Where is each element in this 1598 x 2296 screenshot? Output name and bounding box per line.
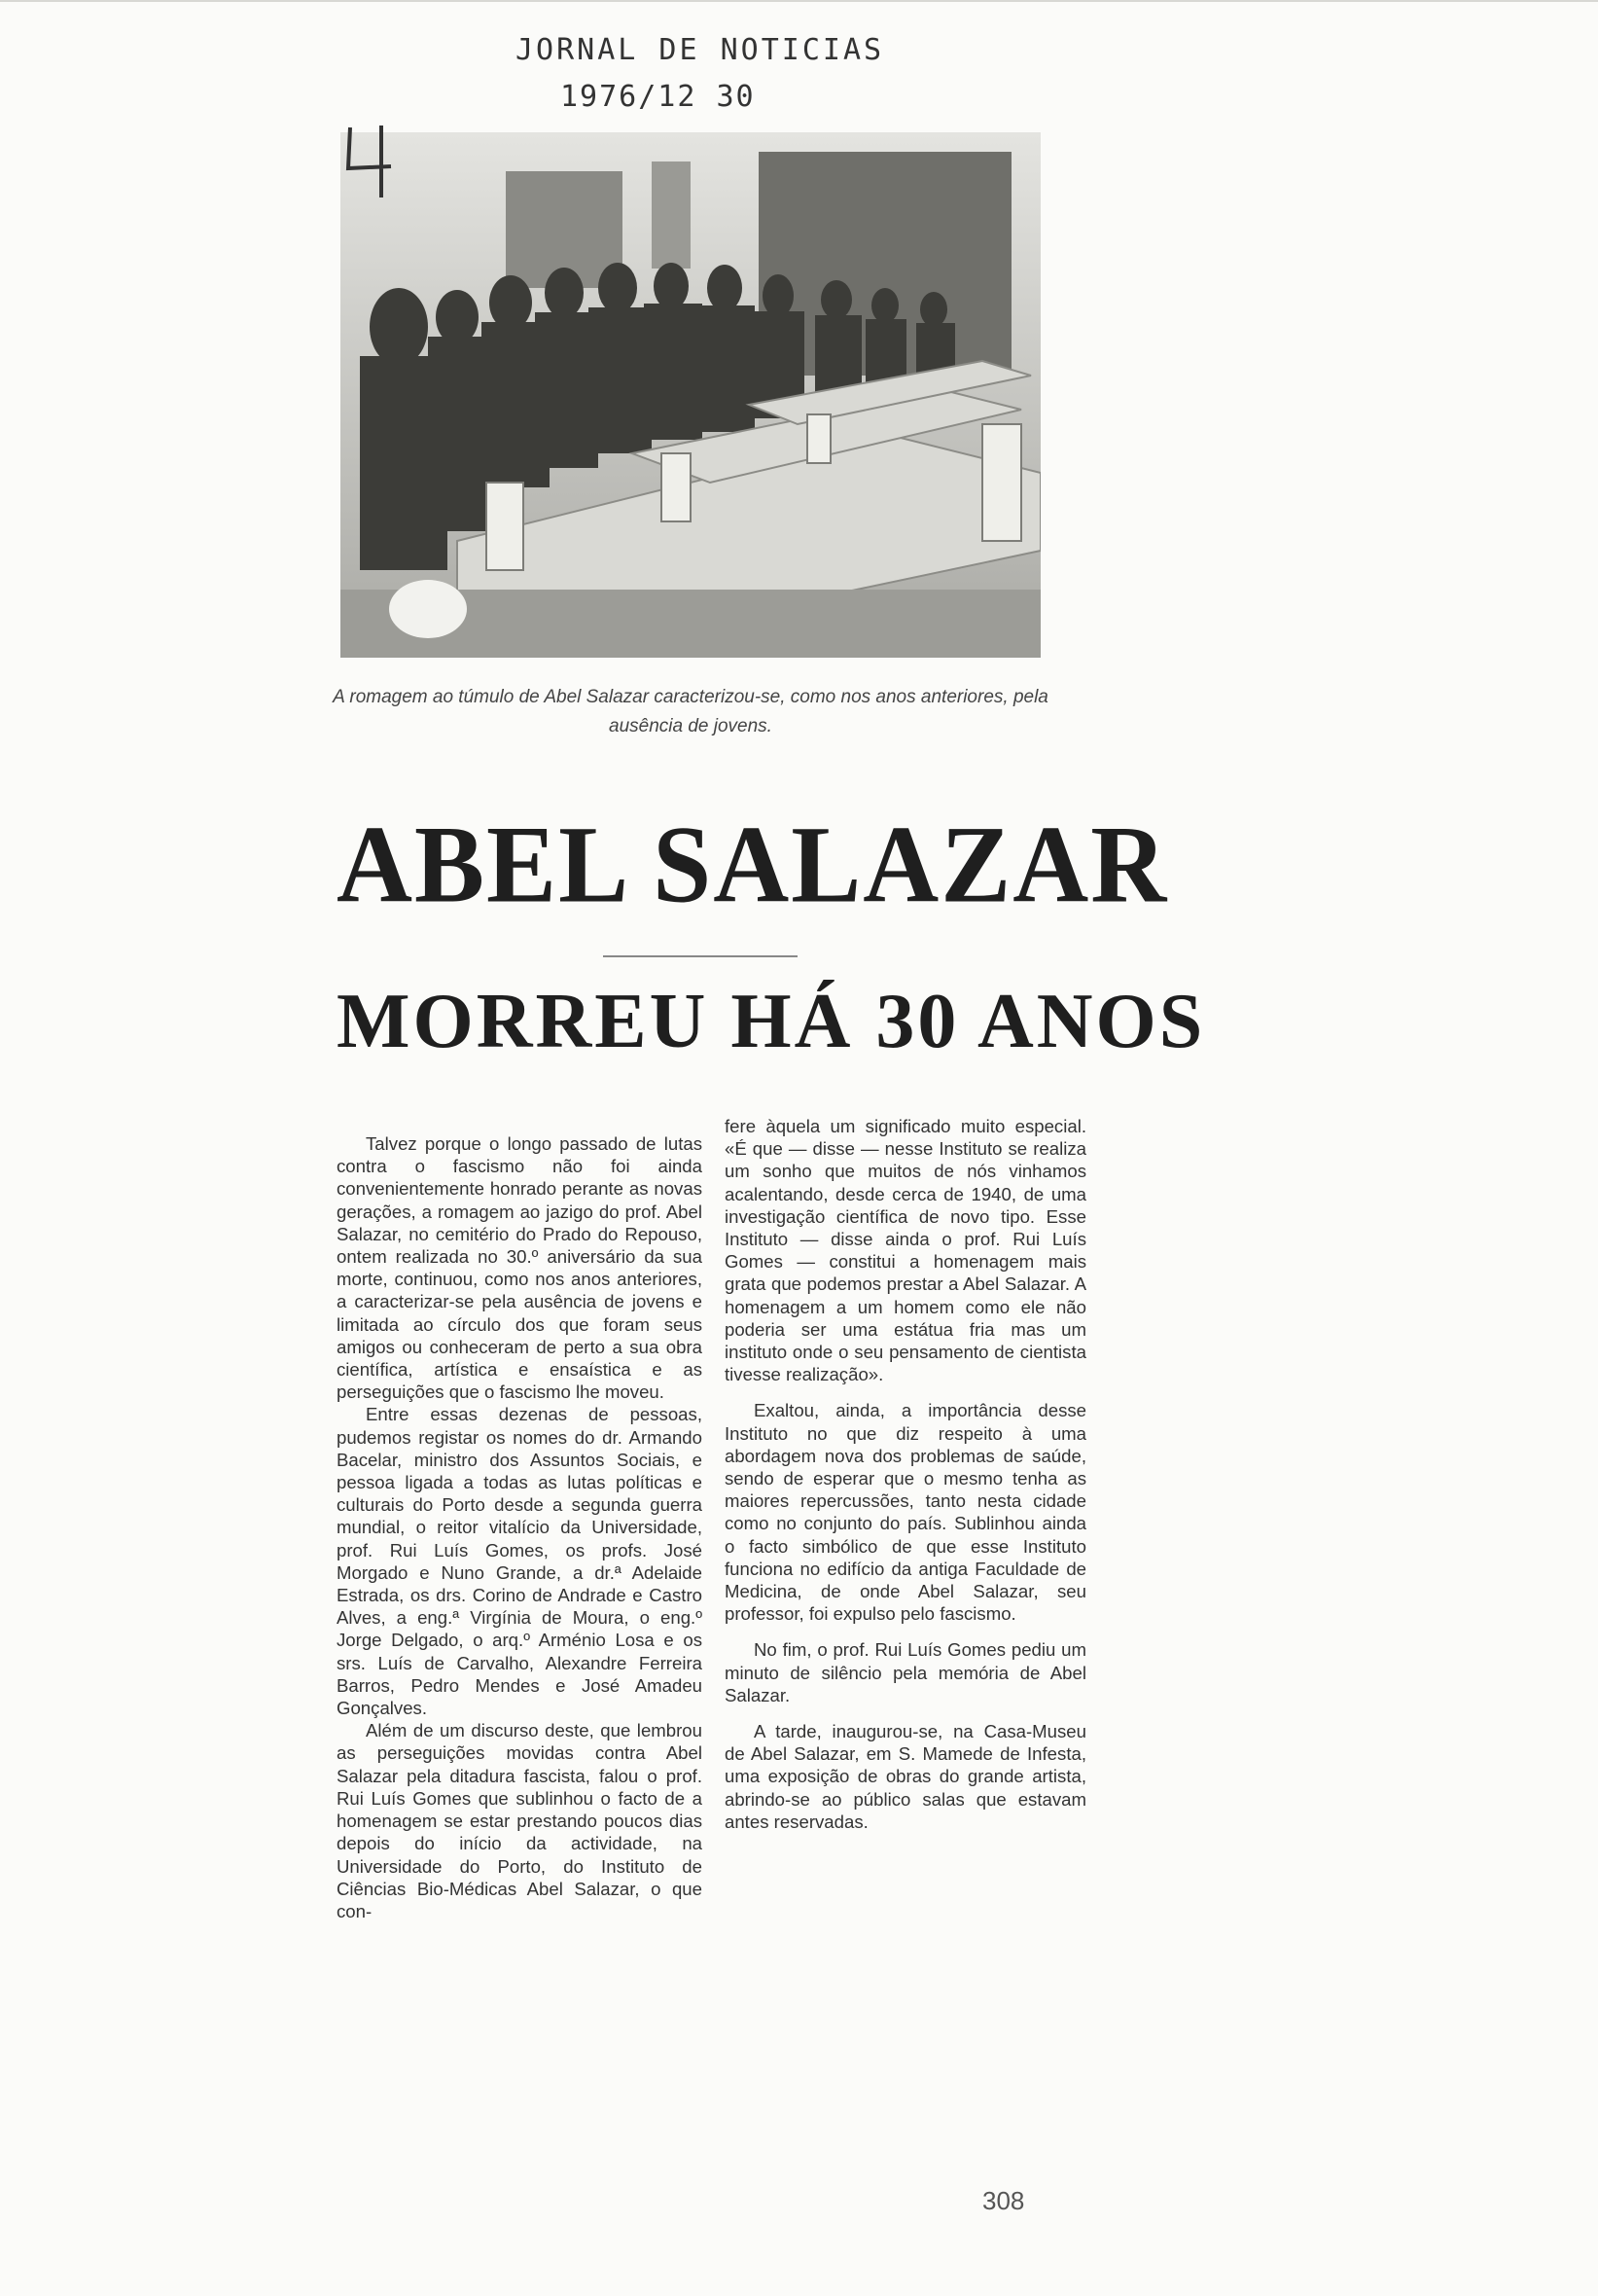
article-paragraph: Exaltou, ainda, a importância desse Instituto no que diz respeito à uma abordagem nova dos problemas de saúde, sendo de esperar que o mesmo tenha as maiores repercussões, tanto nesta cidade como no conjunto do país. Sublinhou ainda o facto simbólico de que esse Instituto funciona no edifício da antiga Faculdade de Medicina, de onde Abel Salazar, seu professor, foi expulso pelo fascismo. xyxy=(725,1400,1086,1625)
article-paragraph: No fim, o prof. Rui Luís Gomes pediu um minuto de silêncio pela memória de Abel Salazar. xyxy=(725,1639,1086,1705)
photo-icon xyxy=(340,132,1041,658)
headline-title: ABEL SALAZAR xyxy=(337,804,1169,926)
headline-subtitle: MORREU HÁ 30 ANOS xyxy=(337,979,1206,1064)
article-paragraph: A tarde, inaugurou-se, na Casa-Museu de Abel Salazar, em S. Mamede de Infesta, uma exposição de obras do grande artista, abrindo-se ao público salas que estavam antes reservadas. xyxy=(725,1721,1086,1832)
handwritten-number-mark xyxy=(342,122,401,199)
article-column-right xyxy=(725,1115,1086,1833)
article-paragraph: Entre essas dezenas de pessoas, pudemos registar os nomes do dr. Armando Bacelar, ministro dos Assuntos Sociais, e pessoa ligada a todas as lutas políticas e culturais do Porto desde a segunda guerra mundial, o reitor vitalício da Universidade, prof. Rui Luís Gomes, os profs. José Morgado e Nuno Grande, a dr.ª Adelaide Estrada, os drs. Corino de Andrade e Castro Alves, a eng.ª Virgínia de Moura, o eng.º Jorge Delgado, o arq.º Arménio Losa e os srs. Luís de Carvalho, Alexandre Ferreira Barros, Pedro Mendes e José Amadeu Gonçalves. xyxy=(337,1404,702,1719)
article-paragraph: fere àquela um significado muito especial. «É que — disse — nesse Instituto se realiza um sonho que muitos de nós vinhamos acalentando, desde cerca de 1940, de uma investigação científica de novo tipo. Esse Instituto — disse ainda o prof. Rui Luís Gomes — constitui a homenagem mais grata que podemos prestar a Abel Salazar. A homenagem a um homem como ele não poderia ser uma estátua fria mas um instituto onde o seu pensamento de cientista tivesse realização». xyxy=(725,1116,1086,1385)
article-paragraph: Talvez porque o longo passado de lutas contra o fascismo não foi ainda convenientemente honrado perante as novas gerações, a romagem ao jazigo do prof. Abel Salazar, no cemitério do Prado do Repouso, ontem realizada no 30.º aniversário da sua morte, continuou, como nos anos anteriores, a caracterizar-se pela ausência de jovens e limitada ao círculo dos que foram seus amigos ou conheceram de perto a sua obra científica, artística e ensaística e as perseguições que o fascismo lhe moveu. xyxy=(337,1133,702,1403)
photo-caption: A romagem ao túmulo de Abel Salazar caracterizou-se, como nos anos anteriores, pela ausência de jovens. xyxy=(333,687,1048,736)
article-column-left xyxy=(337,1132,702,1922)
newspaper-source: JORNAL DE NOTICIAS xyxy=(515,33,885,67)
scan-top-edge xyxy=(0,0,1598,2)
page-number: 308 xyxy=(982,2186,1025,2215)
publication-date: 1976/12 30 xyxy=(560,80,756,114)
article-paragraph: Além de um discurso deste, que lembrou as perseguições movidas contra Abel Salazar pela ditadura fascista, falou o prof. Rui Luís Gomes que sublinhou o facto de a homenagem se estar prestando poucos dias depois do início da actividade, na Universidade do Porto, do Instituto de Ciências Bio-Médicas Abel Salazar, o que con- xyxy=(337,1720,702,1921)
article-photo xyxy=(340,132,1041,658)
headline-divider xyxy=(603,955,798,957)
